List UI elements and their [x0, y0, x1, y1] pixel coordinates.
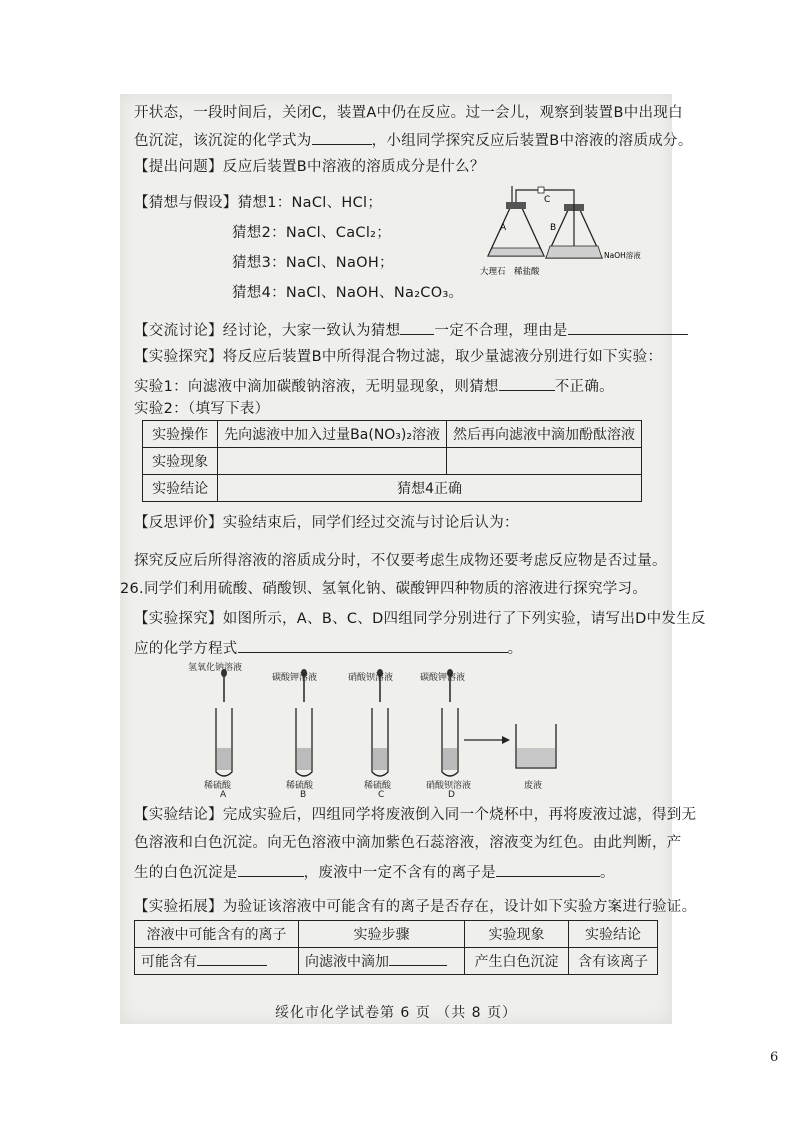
reagent-label: 碳酸钾溶液: [272, 673, 318, 683]
table-row: [135, 948, 658, 975]
table-row: [135, 921, 658, 948]
arrow-head-icon: [502, 736, 510, 744]
acid-label: 稀盐酸: [514, 267, 540, 277]
text-segment: 一定不合理，理由是: [434, 323, 568, 339]
tube-c: [372, 669, 388, 776]
text-segment: 可能含有: [141, 954, 197, 970]
experiment-table: [142, 420, 642, 502]
reagent-label: 碳酸钾溶液: [420, 673, 466, 683]
text-line: 开状态，一段时间后，关闭C，装置A中仍在反应。过一会儿，观察到装置B中出现白: [134, 105, 683, 121]
marble-label: 大理石: [480, 267, 506, 277]
table-header-cell: 实验步骤: [298, 921, 464, 948]
table-row: [143, 421, 642, 448]
text-line: 【实验探究】如图所示，A、B、C、D四组同学分别进行了下列实验，请写出D中发生反: [134, 611, 706, 627]
apparatus-diagram: [470, 186, 670, 296]
text-segment: 实验1：向滤液中滴加碳酸钠溶液，无明显现象，则猜想: [134, 379, 499, 395]
text-line: 【猜想与假设】猜想1：NaCl、HCl；: [134, 195, 383, 211]
table-cell: [298, 948, 464, 975]
table-row: [143, 448, 642, 475]
tube-b: [296, 669, 312, 776]
table-cell-blank[interactable]: [218, 448, 447, 475]
bottom-label: 稀硫酸: [286, 781, 314, 791]
tube-letter: B: [300, 790, 307, 800]
text-segment: 生的白色沉淀是: [134, 865, 238, 881]
answer-blank[interactable]: [499, 376, 555, 391]
text-line: 【提出问题】反应后装置B中溶液的溶质成分是什么？: [134, 159, 485, 175]
answer-blank[interactable]: [400, 320, 434, 335]
reagent-label: 氢氧化钠溶液: [188, 663, 243, 673]
text-line: 应的化学方程式 。: [134, 638, 522, 658]
tube-a: [216, 669, 232, 776]
answer-blank[interactable]: [496, 862, 600, 877]
table-header-cell: 溶液中可能含有的离子: [135, 921, 299, 948]
bottom-label: 稀硫酸: [204, 781, 232, 791]
question-26: 26.同学们利用硫酸、硝酸钡、氢氧化钠、碳酸钾四种物质的溶液进行探究学习。: [120, 581, 648, 597]
text-line: [134, 320, 688, 340]
tube-d: [442, 669, 458, 776]
text-segment: 色沉淀，该沉淀的化学式为: [134, 133, 312, 149]
text-segment: ，废液中一定不含有的离子是: [303, 865, 497, 881]
beaker-label: 废液: [524, 781, 543, 791]
text-segment: ，小组同学探究反应后装置B中溶液的溶质成分。: [371, 133, 693, 149]
tube-letter: C: [378, 790, 385, 800]
text-segment: 向滤液中滴加: [304, 954, 389, 970]
clamp-c-label: C: [544, 195, 551, 205]
text-line: [134, 376, 614, 396]
table-cell: 然后再向滤液中滴加酚酞溶液: [447, 421, 642, 448]
answer-blank[interactable]: [238, 862, 304, 877]
answer-blank[interactable]: [312, 130, 372, 145]
flask-a-label: A: [500, 223, 507, 233]
text-line: 【实验探究】将反应后装置B中所得混合物过滤，取少量滤液分别进行如下实验：: [134, 349, 663, 365]
bottom-label: 稀硫酸: [364, 781, 392, 791]
table-cell-blank[interactable]: [447, 448, 642, 475]
answer-blank[interactable]: [238, 638, 508, 653]
text-line: 【实验拓展】为验证该溶液中可能含有的离子是否存在，设计如下实验方案进行验证。: [134, 899, 697, 915]
table-cell: 猜想4正确: [218, 475, 642, 502]
text-line: 探究反应后所得溶液的溶质成分时，不仅要考虑生成物还要考虑反应物是否过量。: [134, 553, 667, 569]
text-line: 猜想3：NaCl、NaOH；: [232, 255, 394, 271]
text-segment: 不正确。: [554, 379, 614, 395]
text-line: 【实验结论】完成实验后，四组同学将废液倒入同一个烧杯中，再将废液过滤，得到无: [134, 807, 697, 823]
table-cell: [135, 948, 299, 975]
bottom-label: 硝酸钡溶液: [426, 781, 472, 791]
text-line: 猜想2：NaCl、CaCl₂；: [232, 225, 392, 241]
table-cell: 含有该离子: [569, 948, 658, 975]
answer-blank[interactable]: [389, 951, 447, 966]
scanned-exam-page: [120, 94, 706, 1024]
reagent-label: 硝酸钡溶液: [348, 673, 394, 683]
table-header-cell: 实验现象: [465, 921, 569, 948]
text-line: 色溶液和白色沉淀。向无色溶液中滴加紫色石蕊溶液，溶液变为红色。由此判断，产: [134, 835, 682, 851]
table-row: [143, 475, 642, 502]
answer-blank[interactable]: [568, 320, 688, 335]
tube-letter: D: [448, 790, 455, 800]
table-cell: 产生白色沉淀: [465, 948, 569, 975]
text-line: 猜想4：NaCl、NaOH、Na₂CO₃。: [232, 285, 464, 301]
text-segment: 【交流讨论】经讨论，大家一致认为猜想: [134, 323, 401, 339]
answer-blank[interactable]: [197, 951, 267, 966]
table-cell: 实验操作: [143, 421, 218, 448]
tube-letter: A: [220, 790, 227, 800]
text-segment: 应的化学方程式: [134, 641, 238, 657]
naoh-label: NaOH溶液: [604, 251, 641, 260]
table-header-cell: 实验结论: [569, 921, 658, 948]
table-cell: 先向滤液中加入过量Ba(NO₃)₂溶液: [218, 421, 447, 448]
page-footer: 绥化市化学试卷第 6 页 （共 8 页）: [274, 1005, 518, 1021]
table-cell: 实验现象: [143, 448, 218, 475]
table-cell: 实验结论: [143, 475, 218, 502]
extension-table: [134, 920, 658, 975]
page-number: 6: [770, 1050, 779, 1065]
text-line: 实验2：（填写下表）: [134, 401, 270, 417]
text-line: 生的白色沉淀是 ，废液中一定不含有的离子是 。: [134, 862, 615, 882]
text-line: [134, 130, 693, 150]
text-line: 【反思评价】实验结束后，同学们经过交流与讨论后认为：: [134, 515, 519, 531]
flask-b-label: B: [550, 223, 557, 233]
